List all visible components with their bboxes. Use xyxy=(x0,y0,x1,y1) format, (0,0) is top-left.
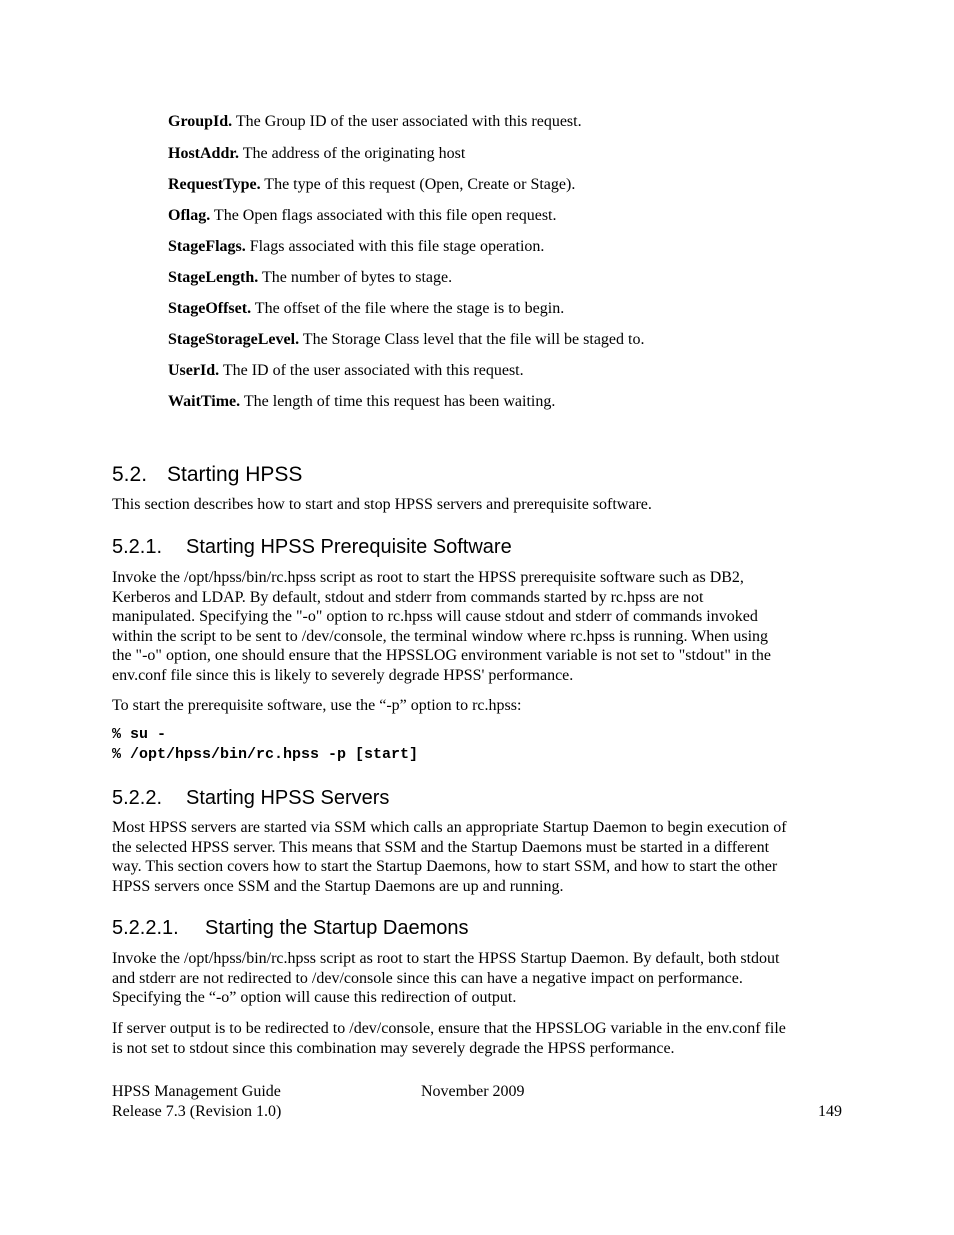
heading-5-2: 5.2. Starting HPSS xyxy=(112,463,303,486)
field-oflag: Oflag. The Open flags associated with this file open request. xyxy=(168,207,557,224)
footer-date: November 2009 xyxy=(421,1083,525,1100)
section-5-2-2-paragraph: Most HPSS servers are started via SSM which calls an appropriate Startup Daemon to begin execution of the selected HPSS server. This means that SSM and the Startup Daemons must be started in a different way. This section covers how to start the Startup Daemons, how to start SSM, and how to start the other HPSS servers once SSM and the Startup Daemons are up and running. xyxy=(112,819,787,895)
heading-5-2-1: 5.2.1. Starting HPSS Prerequisite Software xyxy=(112,536,512,558)
footer-release: Release 7.3 (Revision 1.0) xyxy=(112,1103,282,1120)
code-line: % /opt/hpss/bin/rc.hpss -p [start] xyxy=(112,746,419,763)
field-stagestoragelevel: StageStorageLevel. The Storage Class level that the file will be staged to. xyxy=(168,331,645,348)
section-5-2-2-1-paragraph-2: If server output is to be redirected to /dev/console, ensure that the HPSSLOG variable in the env.conf file is not set to stdout since this combination may severely degrade the HPSS performance. xyxy=(112,1020,786,1057)
field-hostaddr: HostAddr. The address of the originating host xyxy=(168,145,466,162)
field-stageoffset: StageOffset. The offset of the file where the stage is to begin. xyxy=(168,300,565,317)
code-block xyxy=(112,725,418,765)
field-userid: UserId. The ID of the user associated with this request. xyxy=(168,362,524,379)
section-5-2-2-1-paragraph-1: Invoke the /opt/hpss/bin/rc.hpss script as root to start the HPSS Startup Daemon. By default, both stdout and stderr are not redirected to /dev/console since this can have a negative impact on performance. Specifying the “-o” option will cause this redirection of output. xyxy=(112,950,780,1007)
code-line: % su - xyxy=(112,726,167,743)
field-waittime: WaitTime. The length of time this request has been waiting. xyxy=(168,393,556,410)
field-stageflags: StageFlags. Flags associated with this file stage operation. xyxy=(168,238,545,255)
section-5-2-intro: This section describes how to start and stop HPSS servers and prerequisite software. xyxy=(112,496,652,513)
field-groupid: GroupId. The Group ID of the user associated with this request. xyxy=(168,113,582,130)
section-5-2-1-paragraph-2: To start the prerequisite software, use the “-p” option to rc.hpss: xyxy=(112,697,522,714)
field-stagelength: StageLength. The number of bytes to stage. xyxy=(168,269,453,286)
heading-5-2-2: 5.2.2. Starting HPSS Servers xyxy=(112,787,390,809)
section-5-2-1-paragraph-1: Invoke the /opt/hpss/bin/rc.hpss script as root to start the HPSS prerequisite software such as DB2, Kerberos and LDAP. By default, stdout and stderr from commands started by rc.hpss are not manipulated. Specifying the "-o" option to rc.hpss will cause stdout and stderr of commands invoked within the script to be sent to /dev/console, the terminal window where rc.hpss is running. When using the "-o" option, one should ensure that the HPSSLOG environment variable is not set to "stdout" in the env.conf file since this is likely to severely degrade HPSS' performance. xyxy=(112,569,771,684)
heading-5-2-2-1: 5.2.2.1. Starting the Startup Daemons xyxy=(112,917,469,939)
field-requesttype: RequestType. The type of this request (Open, Create or Stage). xyxy=(168,176,576,193)
footer-page-number: 149 xyxy=(818,1103,842,1120)
footer-guide-title: HPSS Management Guide xyxy=(112,1083,281,1100)
